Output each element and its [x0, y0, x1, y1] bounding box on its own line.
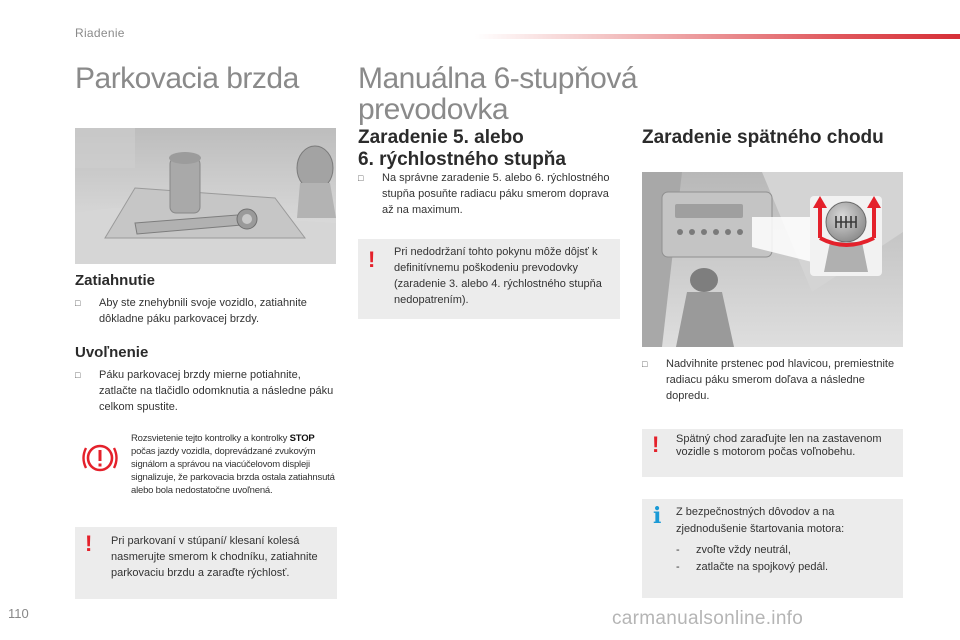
reverse-bullet — [642, 356, 904, 404]
reverse-warning-text: Spätný chod zaraďujte len na zastavenom vozidle s motorom počas voľnobehu. — [676, 433, 882, 458]
brake-warning-note-stop: STOP — [289, 433, 315, 444]
release-bullet-text: Páku parkovacej brzdy mierne potiahnite, zatlačte na tlačidlo odomknutia a následne páku celkom spustite. — [99, 369, 334, 413]
slope-note-text: Pri parkovaní v stúpaní/ klesaní kolesá nasmerujte smerom k chodníku, zatiahnite parkovaciu brzdu a zaraďte rýchlosť. — [111, 535, 318, 579]
fifth-sixth-heading-line2: 6. rýchlostného stupňa — [358, 149, 566, 170]
square-bullet-icon: □ — [642, 359, 648, 369]
reverse-info-item-1: zvoľte vždy neutrál, — [696, 544, 791, 556]
watermark: carmanualsonline.info — [612, 608, 804, 629]
fifth-sixth-bullet-text: Na správne zaradenie 5. alebo 6. rýchlostného stupňa posuňte radiacu páku smerom doprava až na maximum. — [382, 172, 610, 216]
reverse-gear-photo — [642, 172, 903, 347]
reverse-info-intro: Z bezpečnostných dôvodov a na zjednodušenie štartovania motora: — [676, 506, 845, 535]
brake-warning-note — [131, 432, 341, 497]
list-item: - zatlačte na spojkový pedál. — [676, 561, 829, 573]
square-bullet-icon: □ — [75, 298, 81, 308]
section-label: Riadenie — [75, 26, 125, 40]
parking-brake-title: Parkovacia brzda — [75, 62, 299, 95]
list-item: - zvoľte vždy neutrál, — [676, 544, 791, 556]
fifth-sixth-bullet — [358, 170, 620, 218]
release-heading: Uvoľnenie — [75, 344, 149, 361]
exclamation-icon: ! — [368, 247, 376, 272]
apply-bullet-text: Aby ste znehybnili svoje vozidlo, zatiahnite dôkladne páku parkovacej brzdy. — [99, 297, 307, 325]
apply-heading: Zatiahnutie — [75, 272, 156, 289]
gearbox-warning-box — [358, 239, 620, 319]
reverse-heading: Zaradenie spätného chodu — [642, 127, 884, 148]
reverse-warning-box — [642, 429, 903, 477]
manual-gearbox-title — [358, 63, 658, 125]
parking-brake-photo — [75, 128, 336, 264]
header-accent-bar — [475, 34, 960, 39]
brake-warning-note-after: počas jazdy vozidla, doprevádzané zvukovým signálom a správou na viacúčelovom displeji signalizuje, že parkovacia brzda ostala zatiahnsutá alebo bola nedostatočne uvoľnená. — [131, 446, 335, 496]
slope-note-box — [75, 527, 337, 599]
reverse-info-list — [676, 542, 896, 576]
square-bullet-icon: □ — [75, 370, 81, 380]
brake-warning-light-icon — [80, 438, 120, 478]
fifth-sixth-heading-line1: Zaradenie 5. alebo — [358, 127, 524, 148]
apply-bullet — [75, 295, 337, 327]
square-bullet-icon: □ — [358, 173, 364, 183]
manual-gearbox-title-line1: Manuálna 6-stupňová — [358, 62, 638, 95]
exclamation-icon: ! — [85, 531, 93, 556]
reverse-info-content — [676, 504, 896, 576]
brake-warning-note-before: Rozsvietenie tejto kontrolky a kontrolky — [131, 433, 290, 444]
manual-gearbox-title-line2: prevodovka — [358, 93, 509, 126]
reverse-bullet-text: Nadvihnite prstenec pod hlavicou, premiestnite radiacu páku smerom doľava a následne dopredu. — [666, 358, 895, 402]
release-bullet — [75, 367, 337, 415]
reverse-info-box — [642, 499, 903, 598]
fifth-sixth-heading — [358, 127, 618, 171]
info-icon: i — [653, 503, 662, 529]
gearbox-warning-text: Pri nedodržaní tohto pokynu môže dôjsť k definitívnemu poškodeniu prevodovky (zaradenie 3. alebo 4. rýchlostného stupňa nedopatrením). — [394, 246, 602, 306]
reverse-info-item-2: zatlačte na spojkový pedál. — [696, 561, 829, 573]
page-number: 110 — [8, 606, 29, 621]
exclamation-icon: ! — [652, 432, 660, 457]
